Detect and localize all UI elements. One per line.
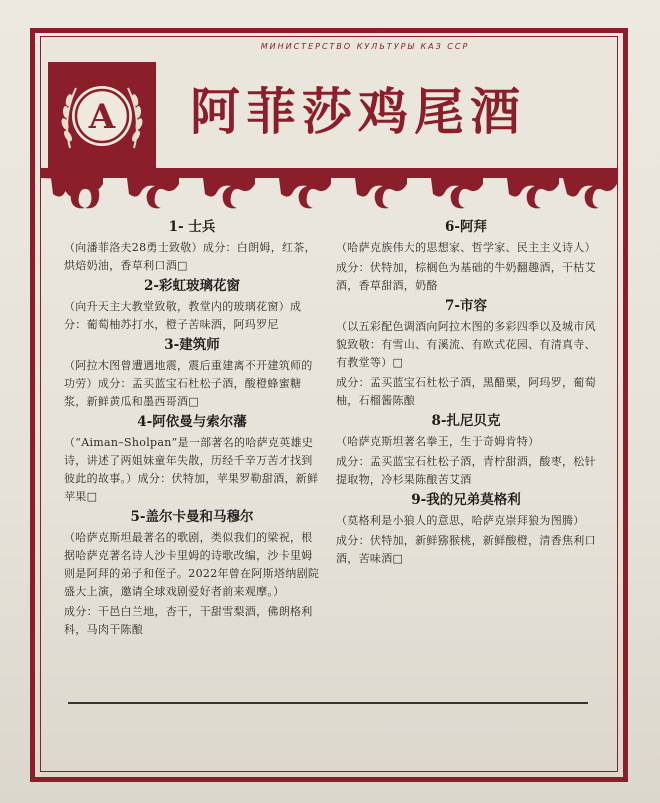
cocktail-ingredients: 成分：孟买蓝宝石杜松子酒，黑醋栗，阿玛罗，葡萄柚，石榴酱陈酿 [336, 376, 596, 407]
cocktail-item-4 [64, 413, 320, 506]
cocktail-description: （“Aiman–Sholpan”是一部著名的哈萨克英雄史诗，讲述了两姐妹童年失散，历经千辛万苦才找到彼此的故事。）成分：伏特加，苹果罗勒甜酒，新鲜苹果□ [64, 436, 319, 503]
cocktail-description: （哈萨克斯坦著名拳王，生于奇姆肯特） [336, 435, 540, 448]
cocktail-heading: 6-阿拜 [445, 219, 487, 235]
cocktail-heading: 3-建筑师 [164, 337, 220, 353]
bottom-rule [68, 702, 588, 704]
cocktail-item-5 [64, 508, 320, 639]
cocktail-ingredients: 成分：伏特加，新鲜猕猴桃，新鲜酸橙，清香焦利口酒，苦味酒□ [336, 534, 596, 565]
cocktail-description: （哈萨克族伟大的思想家、哲学家、民主主义诗人） [336, 241, 596, 254]
cocktail-item-8 [336, 412, 596, 489]
cocktail-heading: 7-市容 [445, 298, 487, 314]
cocktail-description: （阿拉木图曾遭遇地震，震后重建离不开建筑师的功劳）成分：孟买蓝宝石杜松子酒，酸橙蜂蜜糖浆，新鲜黄瓜和墨西哥酒□ [64, 359, 313, 408]
cocktail-heading: 9-我的兄弟莫格利 [411, 492, 521, 508]
cocktail-item-6 [336, 218, 596, 295]
cocktail-ingredients: 成分：干邑白兰地，杏干，干甜雪梨酒，佛朗格利科，马肉干陈酿 [64, 605, 313, 636]
emblem-logo-icon [48, 62, 156, 170]
cocktail-item-1 [64, 218, 320, 275]
cocktail-item-9 [336, 491, 596, 568]
cocktail-heading: 4-阿依曼与索尔藩 [137, 414, 247, 430]
cocktail-description: （以五彩配色调酒向阿拉木图的多彩四季以及城市风貌致敬：有雪山、有溪流、有欧式花园、有清真寺、有教堂等）□ [336, 320, 596, 369]
cocktail-ingredients: 成分：伏特加，棕榈色为基础的牛奶翻趣酒，干枯艾酒，香草甜酒，奶酪 [336, 261, 596, 292]
cocktail-heading: 1- 士兵 [168, 219, 216, 235]
cocktail-item-7 [336, 297, 596, 410]
cocktail-description: （向潘菲洛夫28勇士致敬）成分：白朗姆，红茶，烘焙奶油，香草利口酒□ [64, 241, 316, 272]
left-column [64, 218, 320, 641]
cocktail-heading: 2-彩虹玻璃花窗 [144, 278, 240, 294]
ornament-border-icon [41, 168, 617, 212]
cocktail-item-3 [64, 336, 320, 411]
svg-text:A: A [88, 97, 116, 137]
cocktail-description: （莫格利是小狼人的意思，哈萨克崇拜狼为图腾） [336, 514, 585, 527]
cocktail-ingredients: 成分：孟买蓝宝石杜松子酒，青柠甜酒，酸枣，松针提取物，冷杉果陈酿苦艾酒 [336, 455, 596, 486]
cocktail-heading: 5-盖尔卡曼和马穆尔 [130, 509, 254, 525]
ministry-caption: МИНИСТЕРСТВО КУЛЬТУРЫ КАЗ ССР [260, 42, 470, 51]
cocktail-description: （哈萨克斯坦最著名的歌剧，类似我们的梁祝，根据哈萨克著名诗人沙卡里姆的诗歌改编，沙卡里姆则是阿拜的弟子和侄子。2022年曾在阿斯塔纳剧院盛大上演，邀请全球戏剧爱好者前来观摩。） [64, 531, 320, 598]
right-column [336, 218, 596, 570]
cocktail-item-2 [64, 277, 320, 334]
cocktail-description: （向升天主大教堂致敬，教堂内的玻璃花窗）成分：葡萄柚苏打水，橙子苦味酒，阿玛罗尼 [64, 300, 302, 331]
page-title: 阿菲莎鸡尾酒 [190, 82, 526, 141]
cocktail-heading: 8-扎尼贝克 [431, 413, 501, 429]
